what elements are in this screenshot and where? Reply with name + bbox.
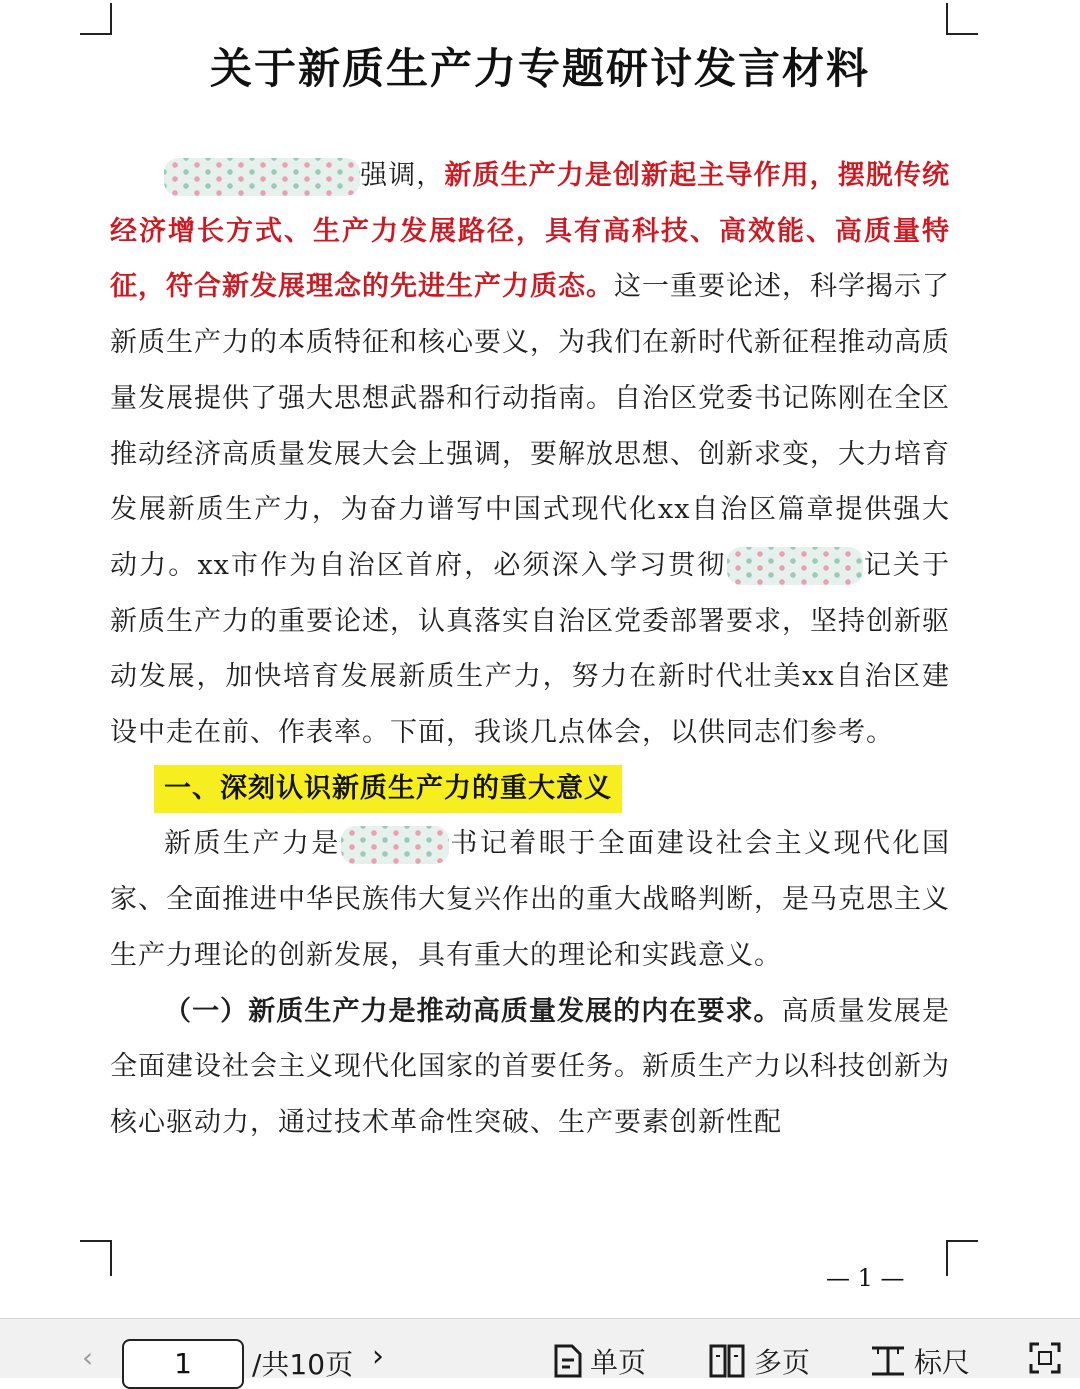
crop-mark-top-right xyxy=(946,3,978,35)
multi-page-label: 多页 xyxy=(754,1346,811,1379)
fullscreen-button[interactable] xyxy=(1028,1341,1062,1375)
redacted-blur xyxy=(164,158,360,196)
p2-pre: 新质生产力是 xyxy=(164,828,341,860)
ruler-button[interactable] xyxy=(868,1341,970,1381)
crop-mark-bottom-right xyxy=(946,1240,978,1276)
p1-post2: 记关于新质生产力的重要论述，认真落实自治区党委部署要求，坚持创新驱动发展，加快培育发展新质生产力，努力在新时代壮美xx自治区建设中走在前、作表率。下面，我谈几点体会，以供同志们参考。 xyxy=(110,549,950,749)
paragraph-3 xyxy=(110,984,950,1151)
total-pages-label: /共10页 xyxy=(252,1348,354,1381)
paragraph-1 xyxy=(110,148,950,761)
fullscreen-icon xyxy=(1028,1341,1062,1375)
ruler-label: 标尺 xyxy=(914,1346,971,1379)
redacted-blur xyxy=(341,826,449,864)
chevron-right-icon[interactable]: › xyxy=(372,1339,384,1374)
multi-page-icon xyxy=(708,1344,748,1378)
crop-mark-bottom-left xyxy=(80,1240,112,1276)
redacted-blur xyxy=(727,547,863,585)
paragraph-2 xyxy=(110,816,950,983)
p1-post1: 这一重要论述，科学揭示了新质生产力的本质特征和核心要义，为我们在新时代新征程推动高质量发展提供了强大思想武器和行动指南。自治区党委书记陈刚在全区推动经济高质量发展大会上强调，要解放思想、创新求变，大力培育发展新质生产力，为奋力谱写中国式现代化xx自治区篇章提供强大动力。xx市作为自治区首府，必须深入学习贯彻 xyxy=(110,271,950,581)
single-page-button[interactable] xyxy=(552,1341,646,1381)
p1-red-quote: 新质生产力是创新起主导作用，摆脱传统经济增长方式、生产力发展路径，具有高科技、高效能、高质量特征，符合新发展理念的先进生产力质态。 xyxy=(110,160,951,303)
section-heading-1: 一、深刻认识新质生产力的重大意义 xyxy=(154,765,622,813)
p1-pre: 强调， xyxy=(360,160,445,191)
page-number: — 1 — xyxy=(826,1264,905,1292)
single-page-label: 单页 xyxy=(590,1346,647,1379)
p2-post: 书记着眼于全面建设社会主义现代化国家、全面推进中华民族伟大复兴作出的重大战略判断，是马克思主义生产力理论的创新发展，具有重大的理论和实践意义。 xyxy=(110,828,951,971)
p3-rest: 高质量发展是全面建设社会主义现代化国家的首要任务。新质生产力以科技创新为核心驱动力，通过技术革命性突破、生产要素创新性配 xyxy=(110,995,951,1138)
chevron-left-icon[interactable]: ‹ xyxy=(82,1341,94,1374)
multi-page-button[interactable] xyxy=(708,1341,810,1381)
crop-mark-top-left xyxy=(80,3,112,35)
single-page-icon xyxy=(552,1344,584,1378)
p3-bold-lead: （一）新质生产力是推动高质量发展的内在要求。 xyxy=(164,995,782,1027)
heading-wrapper xyxy=(110,761,950,817)
document-body xyxy=(110,148,950,1151)
ruler-icon xyxy=(868,1344,908,1378)
document-title: 关于新质生产力专题研讨发言材料 xyxy=(209,44,870,93)
viewer-toolbar xyxy=(0,1318,1080,1381)
page-number-input[interactable] xyxy=(122,1339,244,1389)
